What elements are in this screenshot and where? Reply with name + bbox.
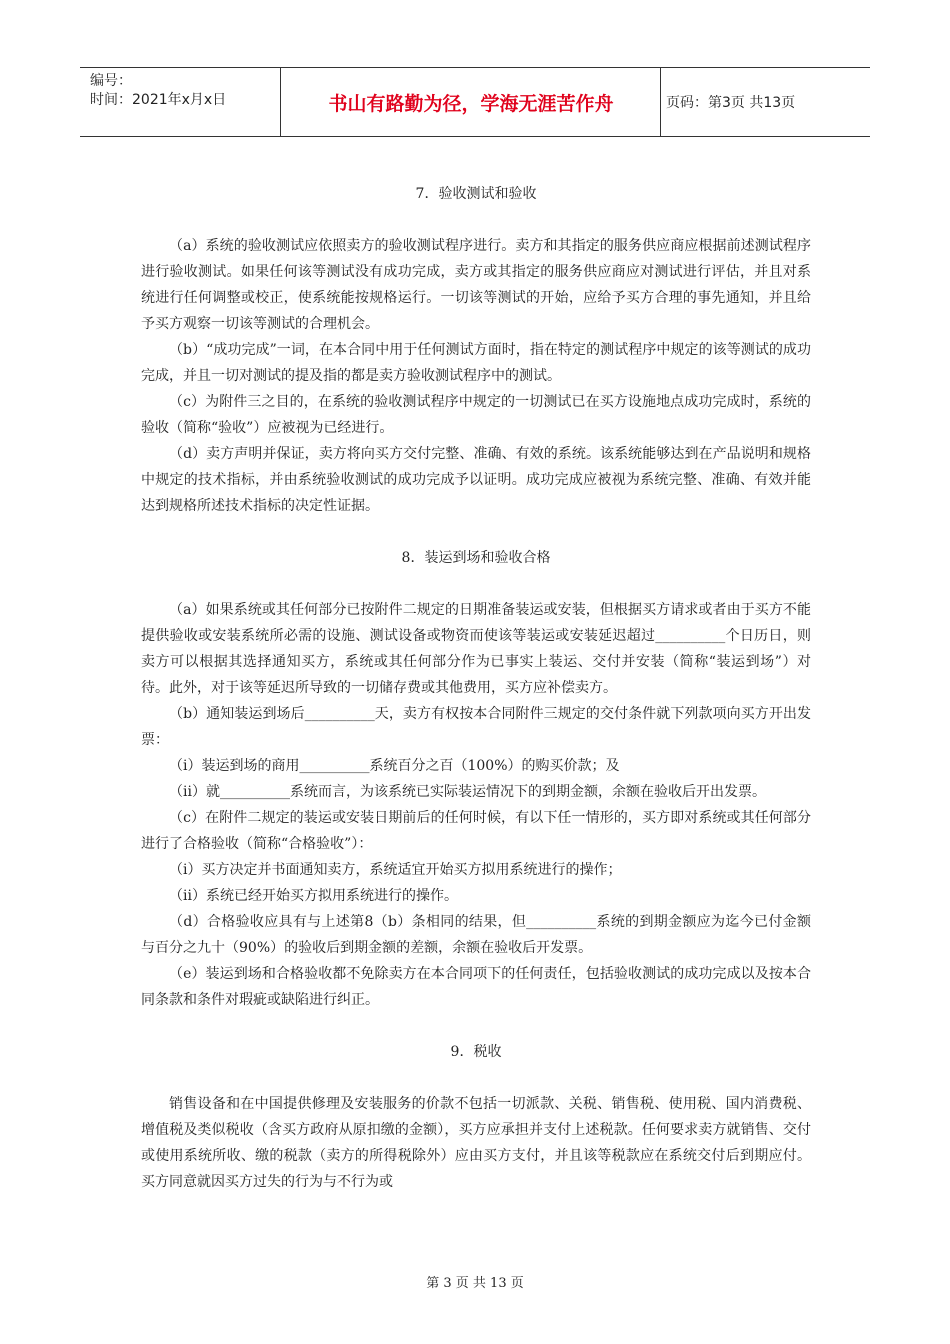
paragraph: （b）通知装运到场后__________天，卖方有权按本合同附件三规定的交付条件就下列款项向买方开出发票： bbox=[141, 706, 811, 748]
paragraph: （c）在附件二规定的装运或安装日期前后的任何时候，有以下任一情形的，买方即对系统或其任何部分进行了合格验收（简称“合格验收”）： bbox=[141, 810, 811, 852]
paragraph: （ii）系统已经开始买方拟用系统进行的操作。 bbox=[169, 888, 458, 904]
paragraph: （d）卖方声明并保证，卖方将向买方交付完整、准确、有效的系统。该系统能够达到在产品说明和规格中规定的技术指标，并由系统验收测试的成功完成予以证明。成功完成应被视为系统完整、准确、有效并能达到规格所述技术指标的决定性证据。 bbox=[141, 446, 811, 514]
paragraph: （i）装运到场的商用__________系统百分之百（100%）的购买价款；及 bbox=[169, 758, 620, 774]
header-page-info: 页码：第3页 共13页 bbox=[666, 95, 796, 111]
paragraph: （b）“成功完成”一词，在本合同中用于任何测试方面时，指在特定的测试程序中规定的该等测试的成功完成，并且一切对测试的提及指的都是卖方验收测试程序中的测试。 bbox=[141, 342, 811, 384]
paragraph: 销售设备和在中国提供修理及安装服务的价款不包括一切派款、关税、销售税、使用税、国内消费税、增值税及类似税收（含买方政府从原扣缴的金额），买方应承担并支付上述税款。任何要求卖方就销售、交付或使用系统所收、缴的税款（卖方的所得税除外）应由买方支付，并且该等税款应在系统交付后到期应付。买方同意就因买方过失的行为与不行为或 bbox=[141, 1096, 811, 1190]
paragraph: （i）买方决定并书面通知卖方，系统适宜开始买方拟用系统进行的操作； bbox=[169, 862, 622, 878]
section-heading: 9．税收 bbox=[450, 1044, 502, 1060]
header-meta bbox=[90, 72, 280, 110]
header-motto: 书山有路勤为径，学海无涯苦作舟 bbox=[328, 92, 614, 115]
section-9 bbox=[141, 1039, 811, 1195]
section-heading: 7．验收测试和验收 bbox=[415, 186, 537, 202]
page-header bbox=[80, 67, 870, 137]
document-number-label: 编号： bbox=[90, 73, 132, 89]
paragraph: （c）为附件三之目的，在系统的验收测试程序中规定的一切测试已在买方设施地点成功完成时，系统的验收（简称“验收”）应被视为已经进行。 bbox=[141, 394, 811, 436]
paragraph: （d）合格验收应具有与上述第8（b）条相同的结果，但__________系统的到期金额应为迄今已付金额与百分之九十（90%）的验收后到期金额的差额，余额在验收后开发票。 bbox=[141, 914, 811, 956]
paragraph: （a）如果系统或其任何部分已按附件二规定的日期准备装运或安装，但根据买方请求或者由于买方不能提供验收或安装系统所必需的设施、测试设备或物资而使该等装运或安装延迟超过__________个日历日，则卖方可以根据其选择通知买方，系统或其任何部分作为已事实上装运、交付并安装（简称“装运到场”）对待。此外，对于该等延迟所导致的一切储存费或其他费用，买方应补偿卖方。 bbox=[141, 602, 811, 696]
paragraph: （a）系统的验收测试应依照卖方的验收测试程序进行。卖方和其指定的服务供应商应根据前述测试程序进行验收测试。如果任何该等测试没有成功完成，卖方或其指定的服务供应商应对测试进行评估，并且对系统进行任何调整或校正，使系统能按规格运行。一切该等测试的开始，应给予买方合理的事先通知，并且给予买方观察一切该等测试的合理机会。 bbox=[141, 238, 811, 332]
document-time: 时间：2021年x月x日 bbox=[90, 92, 227, 108]
section-7 bbox=[141, 181, 811, 519]
header-divider bbox=[660, 68, 661, 136]
section-8 bbox=[141, 545, 811, 1013]
section-heading: 8．装运到场和验收合格 bbox=[401, 550, 551, 566]
page-footer: 第 3 页 共 13 页 bbox=[426, 1276, 524, 1291]
header-divider bbox=[280, 68, 281, 136]
paragraph: （e）装运到场和合格验收都不免除卖方在本合同项下的任何责任，包括验收测试的成功完成以及按本合同条款和条件对瑕疵或缺陷进行纠正。 bbox=[141, 966, 811, 1008]
document-body bbox=[141, 181, 811, 1195]
paragraph: （ii）就__________系统而言，为该系统已实际装运情况下的到期金额，余额在验收后开出发票。 bbox=[169, 784, 766, 800]
